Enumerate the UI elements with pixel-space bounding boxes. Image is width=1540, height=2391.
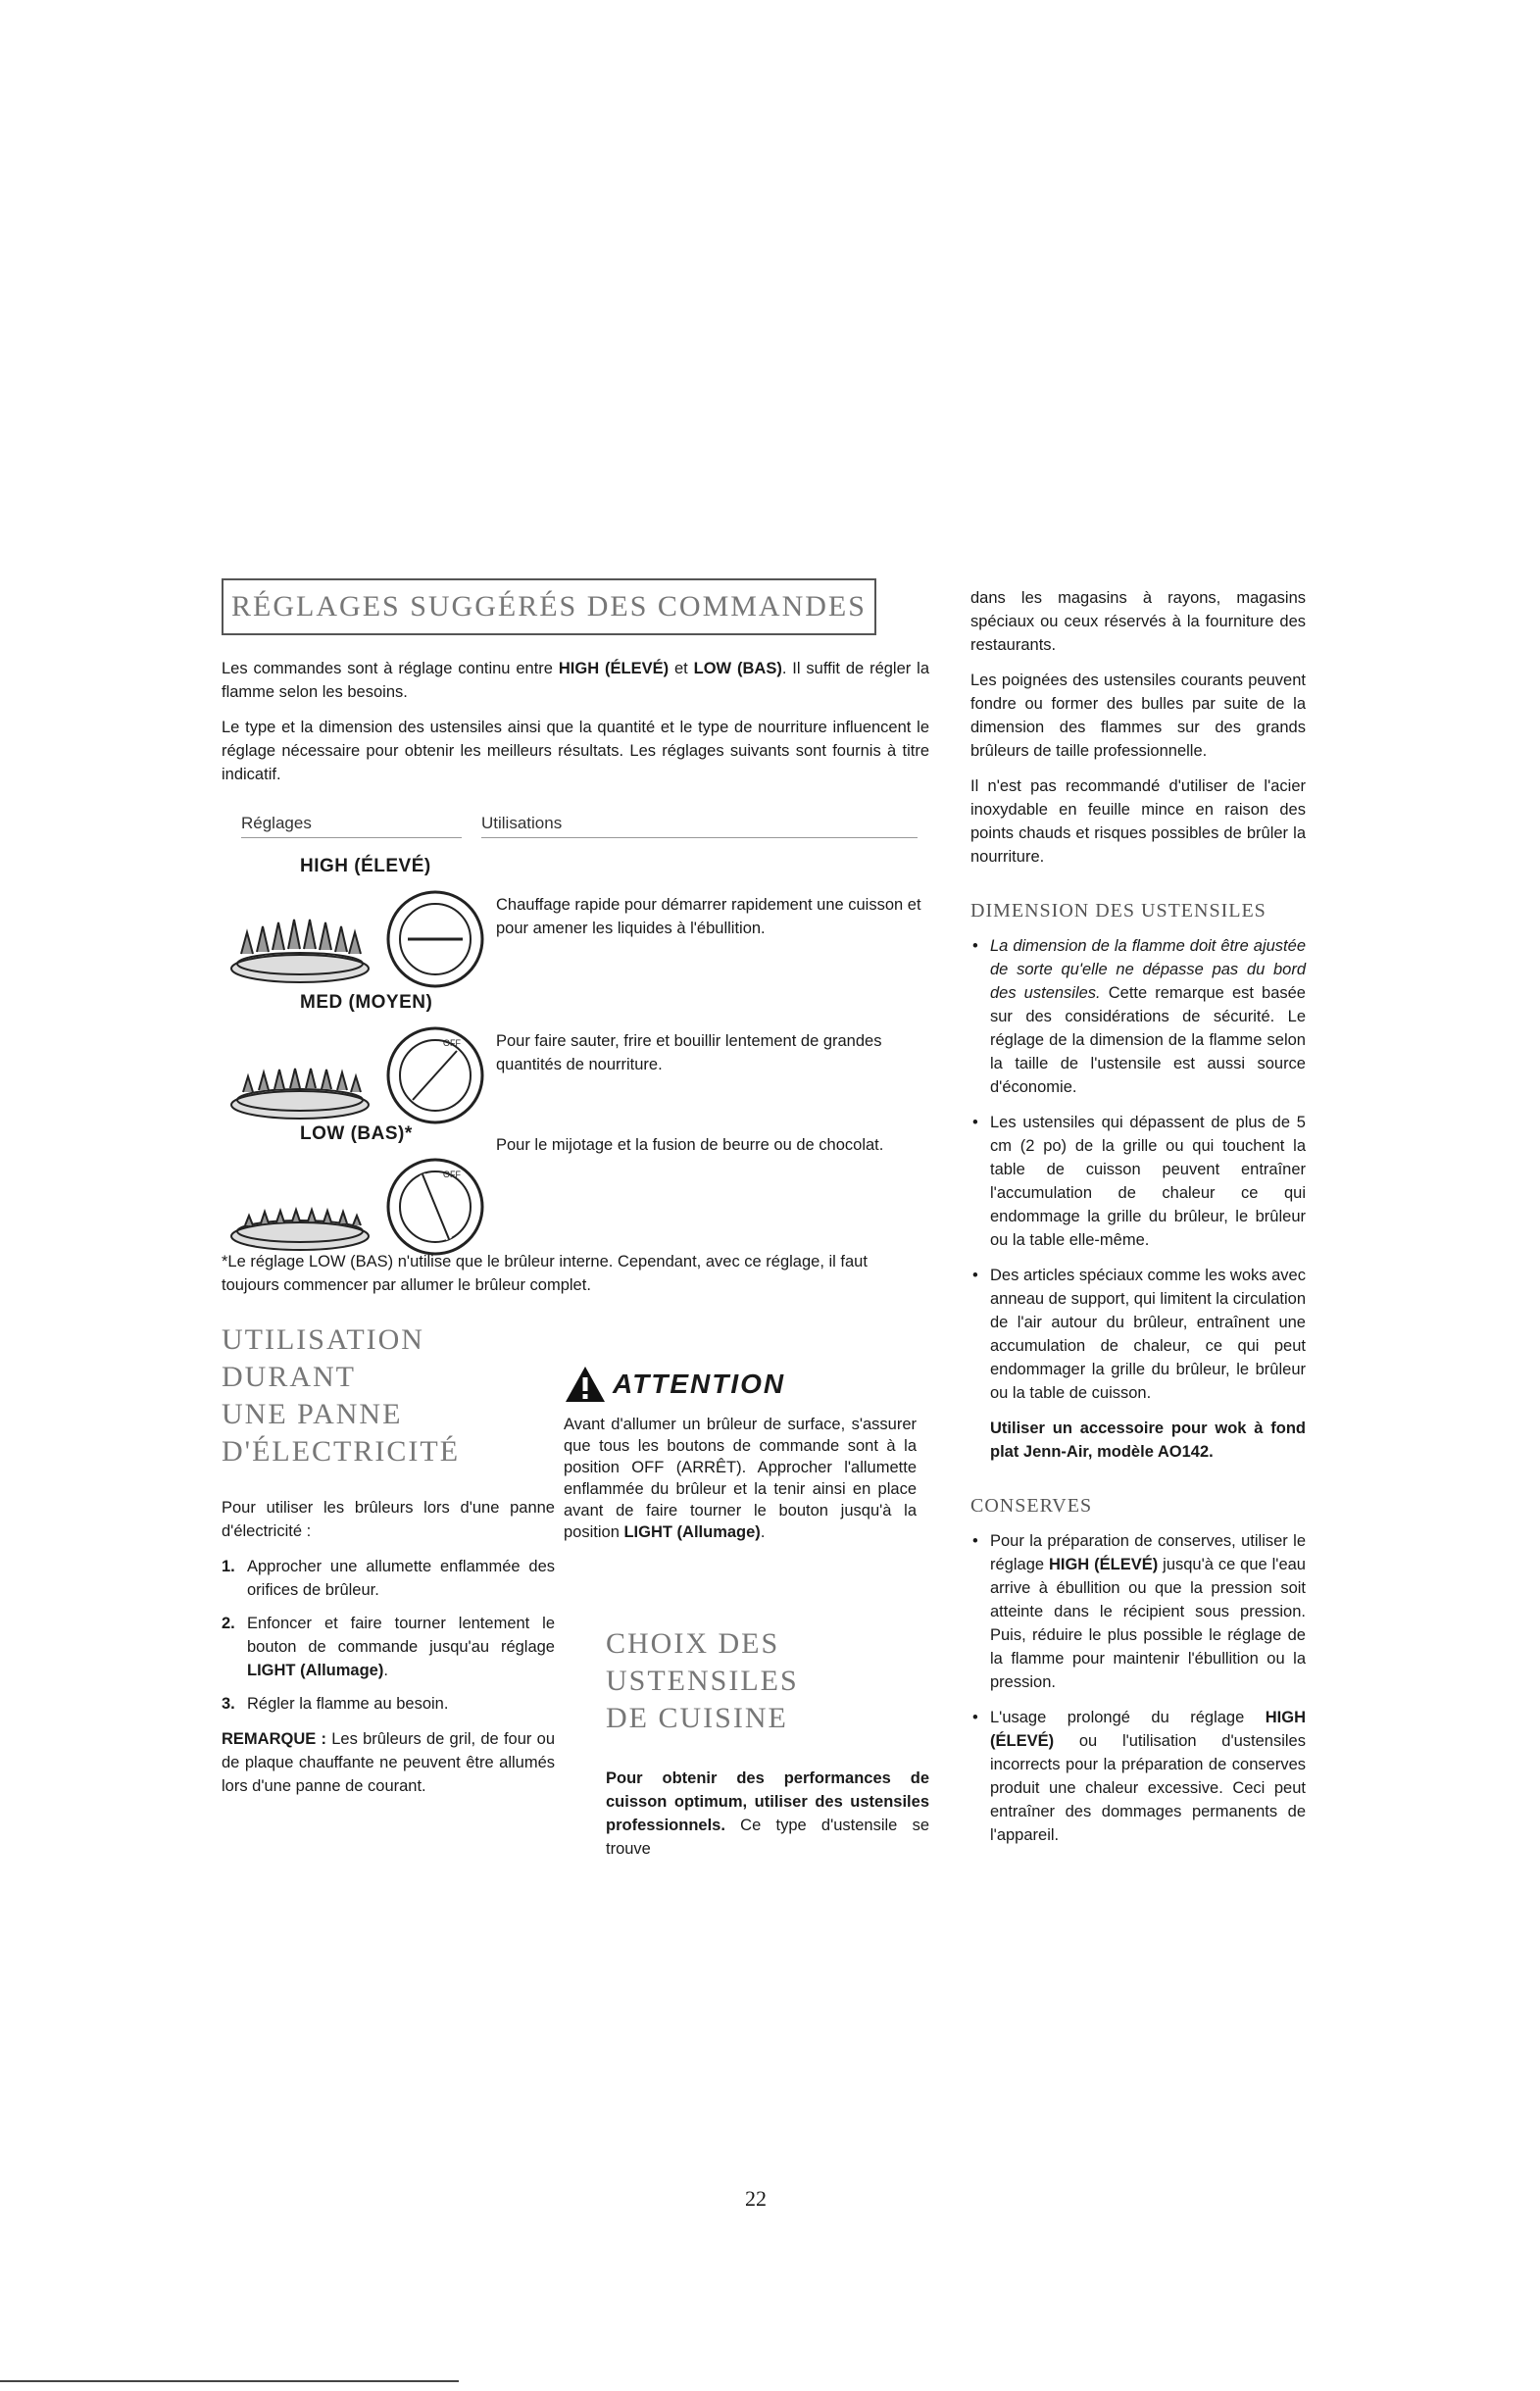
attention-label: ATTENTION <box>613 1369 786 1399</box>
col-settings-label: Réglages <box>241 814 462 838</box>
stainless-paragraph: Il n'est pas recommandé d'utiliser de l'acier inoxydable en feuille mince en raison des points chauds et risques possibles de brûler la nourriture. <box>970 777 1306 866</box>
outage-heading-line-2: UNE PANNE <box>222 1398 403 1430</box>
utensils-heading-line-2: DE CUISINE <box>606 1702 788 1734</box>
col-uses-label: Utilisations <box>481 814 918 838</box>
burner-knob-med-icon <box>222 1021 486 1129</box>
list-item <box>970 934 1306 1099</box>
wok-note: Utiliser un accessoire pour wok à fond plat Jenn-Air, modèle AO142. <box>990 1420 1306 1461</box>
setting-row-low <box>222 1123 929 1251</box>
power-outage-section <box>222 1321 555 1810</box>
intro-low: LOW (BAS) <box>693 660 782 677</box>
attention-text-a: Avant d'allumer un brûleur de surface, s'assurer que tous les boutons de commande sont à la position OFF (ARRÊT). Approcher l'allumette enflammée du brûleur et la tenir ainsi en place avant de faire tourner le bouton jusqu'à la position <box>564 1416 917 1541</box>
outage-steps <box>222 1555 555 1716</box>
utensils-heading <box>606 1625 929 1737</box>
step-text: Régler la flamme au besoin. <box>247 1695 449 1713</box>
outage-heading-line-3: D'ÉLECTRICITÉ <box>222 1435 461 1468</box>
intro-text-a: Les commandes sont à réglage continu entre <box>222 660 559 677</box>
remark-label: REMARQUE : <box>222 1730 326 1748</box>
page-title: RÉGLAGES SUGGÉRÉS DES COMMANDES <box>231 590 867 623</box>
item-italic: La dimension de la flamme doit être ajustée de sorte qu'elle ne dépasse pas du bord des ustensiles. <box>990 937 1306 1002</box>
bottom-rule <box>0 2380 459 2382</box>
intro-paragraph-1 <box>222 657 929 704</box>
item-text: Cette remarque est basée sur des considérations de sécurité. Le réglage de la dimension de la flamme selon la taille de l'ustensile est aussi source d'économie. <box>990 984 1306 1096</box>
canning-list <box>970 1529 1306 1847</box>
step-number: 2. <box>222 1615 235 1632</box>
list-item <box>970 1264 1306 1405</box>
item-text: Les ustensiles qui dépassent de plus de 5 cm (2 po) de la grille ou qui touchent la table de cuisson peuvent entraîner l'accumulation de chaleur ce qui endommage la grille du brûleur, le brûleur ou la table elle-même. <box>990 1114 1306 1249</box>
step-number: 3. <box>222 1695 235 1713</box>
list-item <box>970 1706 1306 1847</box>
remark-text: Les brûleurs de gril, de four ou de plaque chauffante ne peuvent être allumés lors d'une panne de courant. <box>222 1730 555 1795</box>
utensils-text: Ce type d'ustensile se trouve <box>606 1817 929 1858</box>
intro-section <box>222 657 929 798</box>
intro-high: HIGH (ÉLEVÉ) <box>558 660 670 677</box>
page-number: 22 <box>745 2186 767 2211</box>
section-title-box <box>222 578 876 635</box>
handles-paragraph: Les poignées des ustensiles courants peuvent fondre ou former des bulles par suite de la dimension des flammes sur des grands brûleurs de taille professionnelle. <box>970 672 1306 760</box>
utensils-bold-intro: Pour obtenir des performances de cuisson optimum, utiliser des ustensiles professionnels. <box>606 1769 929 1834</box>
setting-usage: Chauffage rapide pour démarrer rapidement une cuisson et pour amener les liquides à l'ébullition. <box>496 896 921 937</box>
item-bold: HIGH (ÉLEVÉ) <box>990 1709 1306 1750</box>
setting-usage: Pour le mijotage et la fusion de beurre ou de chocolat. <box>496 1136 884 1154</box>
intro-paragraph-2: Le type et la dimension des ustensiles ainsi que la quantité et le type de nourriture influencent le réglage nécessaire pour obtenir les meilleurs résultats. Les réglages suivants sont fournis à titre indicatif. <box>222 719 929 783</box>
utensils-section <box>606 1625 929 1872</box>
item-bold: HIGH (ÉLEVÉ) <box>1048 1556 1159 1573</box>
item-text-end: jusqu'à ce que l'eau arrive à ébullition ou que la pression soit atteinte dans le récipient sous pression. Puis, réduire le plus possible le réglage de la flamme pour maintenir l'ébullition ou la pression. <box>990 1556 1306 1691</box>
utensils-paragraph <box>606 1767 929 1861</box>
attention-box <box>564 1361 917 1543</box>
step-text: Enfoncer et faire tourner lentement le bouton de commande jusqu'au réglage <box>247 1615 555 1656</box>
list-item <box>970 1111 1306 1252</box>
continuation-paragraph: dans les magasins à rayons, magasins spéciaux ou ceux réservés à la fourniture des restaurants. <box>970 589 1306 654</box>
dimension-list <box>970 934 1306 1405</box>
setting-usage: Pour faire sauter, frire et bouillir lentement de grandes quantités de nourriture. <box>496 1032 882 1073</box>
utensils-heading-line-1: CHOIX DES USTENSILES <box>606 1627 799 1697</box>
burner-knob-low-icon <box>222 1153 486 1261</box>
attention-header <box>564 1361 917 1408</box>
attention-text-b: . <box>760 1523 766 1541</box>
outage-step <box>222 1692 555 1716</box>
attention-bold: LIGHT (Allumage) <box>623 1523 761 1541</box>
right-column <box>970 586 1306 1859</box>
intro-text-b: . Il suffit de régler la flamme selon les besoins. <box>222 660 929 701</box>
setting-name: MED (MOYEN) <box>300 992 433 1013</box>
step-text-end: . <box>383 1662 388 1679</box>
step-number: 1. <box>222 1558 235 1575</box>
item-text: Des articles spéciaux comme les woks avec anneau de support, qui limitent la circulation de l'air autour du brûleur, entraînent une accumulation de chaleur, ce qui peut endommager la grille du brûleur, le brûleur ou la table de cuisson. <box>990 1267 1306 1402</box>
list-item <box>970 1529 1306 1694</box>
outage-heading <box>222 1321 555 1470</box>
setting-row-med <box>222 992 929 1120</box>
outage-remark <box>222 1727 555 1798</box>
outage-heading-line-1: UTILISATION DURANT <box>222 1323 424 1393</box>
step-text: Approcher une allumette enflammée des orifices de brûleur. <box>247 1558 555 1599</box>
intro-and: et <box>669 660 694 677</box>
canning-heading: CONSERVES <box>970 1495 1093 1517</box>
footnote: *Le réglage LOW (BAS) n'utilise que le brûleur interne. Cependant, avec ce réglage, il faut toujours commencer par allumer le brûleur complet. <box>222 1253 868 1294</box>
setting-row-high <box>222 856 929 978</box>
outage-step <box>222 1612 555 1682</box>
item-text-end: ou l'utilisation d'ustensiles incorrects pour la préparation de conserves produit une chaleur excessive. Ceci peut entraîner des dommages permanents de l'appareil. <box>990 1732 1306 1844</box>
step-bold: LIGHT (Allumage) <box>247 1662 384 1679</box>
warning-triangle-icon <box>564 1365 607 1404</box>
attention-text <box>564 1414 917 1543</box>
setting-name: HIGH (ÉLEVÉ) <box>300 856 431 876</box>
burner-knob-high-icon <box>222 885 486 993</box>
outage-step <box>222 1555 555 1602</box>
outage-intro: Pour utiliser les brûleurs lors d'une panne d'électricité : <box>222 1499 555 1540</box>
setting-name: LOW (BAS)* <box>300 1123 413 1144</box>
knob-off-label: OFF <box>443 1170 461 1179</box>
dimension-heading: DIMENSION DES USTENSILES <box>970 900 1267 922</box>
item-text: Pour la préparation de conserves, utiliser le réglage <box>990 1532 1306 1573</box>
knob-off-label: OFF <box>443 1038 461 1048</box>
item-text: L'usage prolongé du réglage <box>990 1709 1266 1726</box>
settings-table-header <box>222 814 929 843</box>
